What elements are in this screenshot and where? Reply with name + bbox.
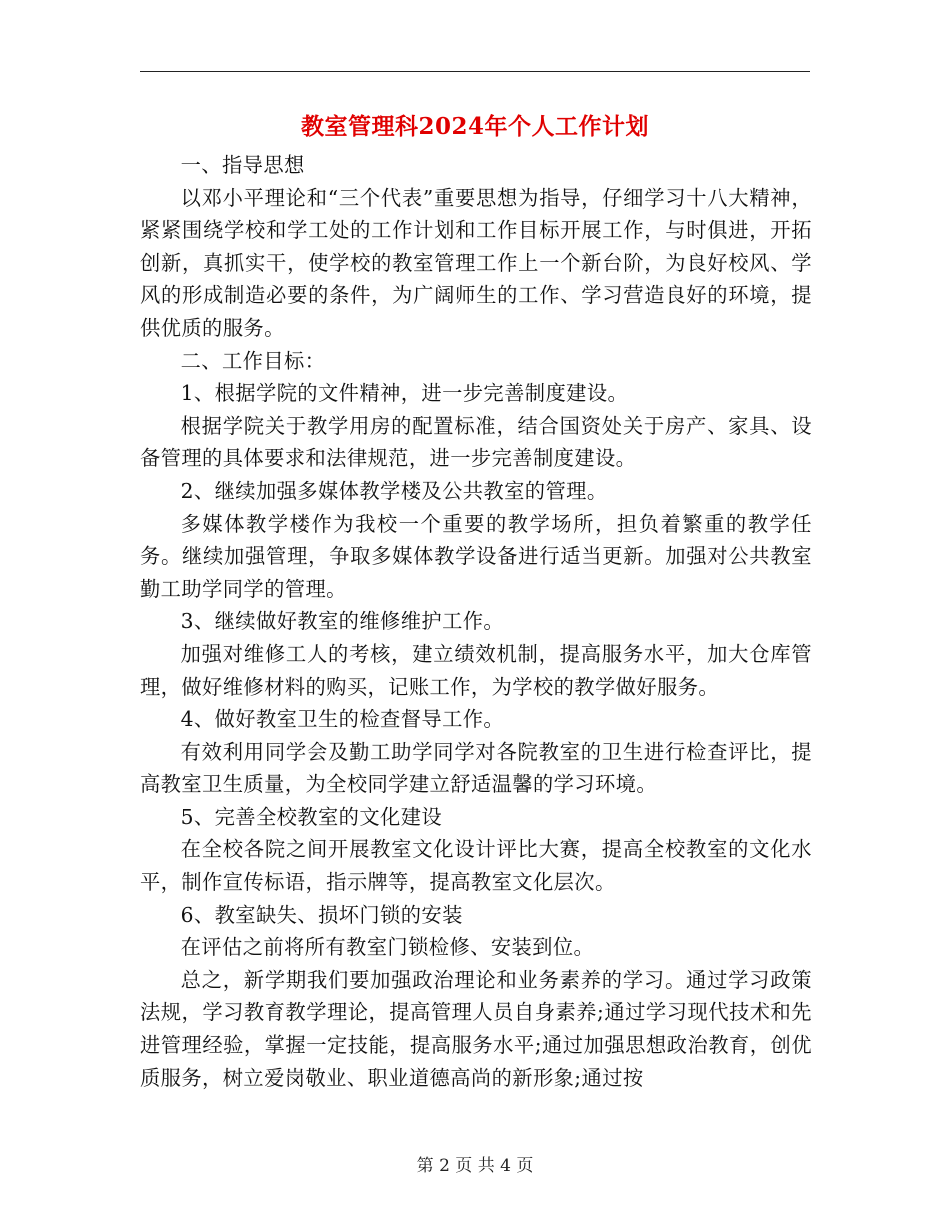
document-title: 教室管理科2024年个人工作计划: [300, 113, 649, 140]
item-heading: 6、教室缺失、损坏门锁的安装: [180, 902, 463, 927]
item-heading: 2、继续加强多媒体教学楼及公共教室的管理。: [180, 478, 608, 503]
item-heading: 3、继续做好教室的维修维护工作。: [180, 609, 505, 634]
section-heading: 一、指导思想: [180, 153, 305, 177]
body-paragraph: 以邓小平理论和“三个代表”重要思想为指导，仔细学习十八大精神，紧紧围绕学校和学工处的工作计划和工作目标开展工作，与时俱进，开拓创新，真抓实干，使学校的教室管理工作上一个新台阶，为良好校风、学风的形成制造必要的条件，为广阔师生的工作、学习营造良好的环境，提供优质的服务。: [140, 185, 812, 340]
document-body: [140, 149, 812, 1094]
footer-suffix: 页: [516, 1156, 534, 1176]
item-heading: 1、根据学院的文件精神，进一步完善制度建设。: [180, 381, 629, 406]
page-footer: [0, 1155, 950, 1177]
footer-middle: 页 共: [455, 1156, 495, 1176]
footer-page-number: 2: [439, 1156, 450, 1176]
footer-total-pages: 4: [500, 1156, 511, 1176]
body-paragraph: 加强对维修工人的考核，建立绩效机制，提高服务水平，加大仓库管理，做好维修材料的购买，记账工作，为学校的教学做好服务。: [140, 641, 812, 699]
item-heading: 4、做好教室卫生的检查督导工作。: [180, 707, 505, 732]
section-heading: 二、工作目标：: [180, 348, 326, 373]
body-paragraph: 有效利用同学会及勤工助学同学对各院教室的卫生进行检查评比，提高教室卫生质量，为全校同学建立舒适温馨的学习环境。: [140, 739, 812, 797]
item-heading: 5、完善全校教室的文化建设: [180, 804, 443, 829]
body-paragraph: 多媒体教学楼作为我校一个重要的教学场所，担负着繁重的教学任务。继续加强管理，争取多媒体教学设备进行适当更新。加强对公共教室勤工助学同学的管理。: [140, 511, 812, 601]
body-paragraph: 总之，新学期我们要加强政治理论和业务素养的学习。通过学习政策法规，学习教育教学理论，提高管理人员自身素养;通过学习现代技术和先进管理经验，掌握一定技能，提高服务水平;通过加强思想政治教育，创优质服务，树立爱岗敬业、职业道德高尚的新形象;通过按: [140, 967, 812, 1090]
footer-prefix: 第: [416, 1156, 434, 1176]
body-paragraph: 根据学院关于教学用房的配置标准，结合国资处关于房产、家具、设备管理的具体要求和法律规范，进一步完善制度建设。: [140, 413, 812, 471]
body-paragraph: 在评估之前将所有教室门锁检修、安装到位。: [180, 935, 595, 960]
body-paragraph: 在全校各院之间开展教室文化设计评比大赛，提高全校教室的文化水平，制作宣传标语，指示牌等，提高教室文化层次。: [140, 837, 812, 895]
header-rule: [140, 71, 810, 72]
